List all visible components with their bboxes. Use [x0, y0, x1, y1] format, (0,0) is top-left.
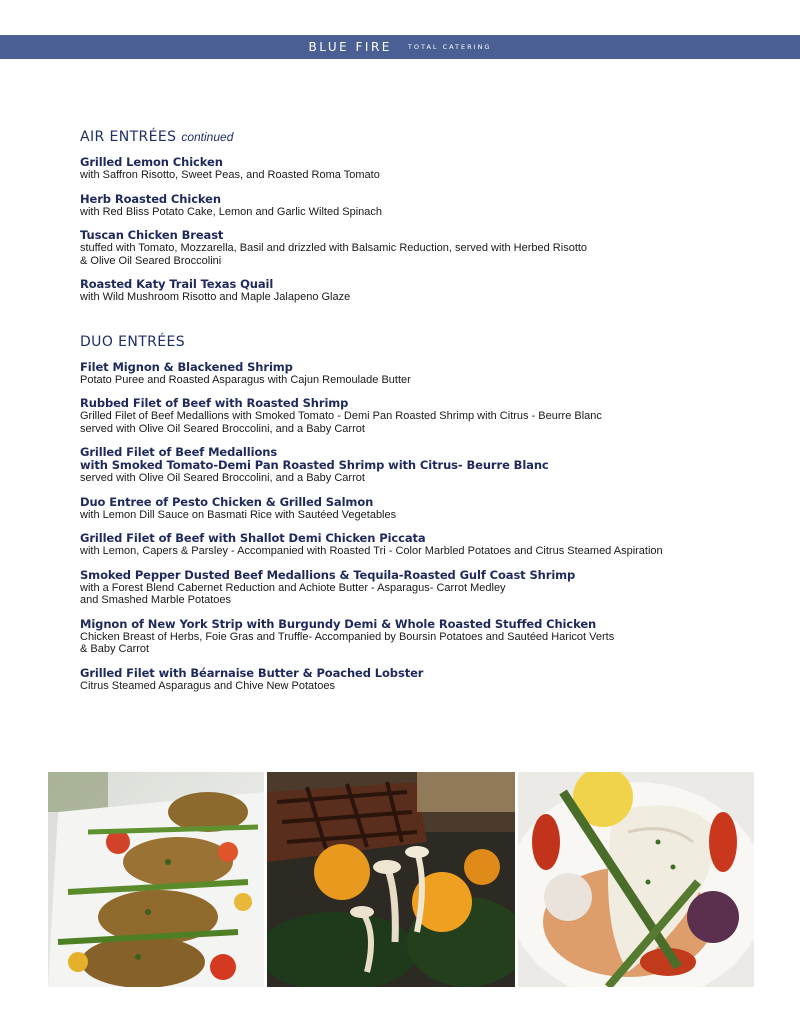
menu-item-name: Mignon of New York Strip with Burgundy Demi & Whole Roasted Stuffed Chicken	[80, 616, 597, 631]
menu-item-description: Citrus Steamed Asparagus and Chive New Potatoes	[80, 679, 335, 692]
menu-item-name: Herb Roasted Chicken	[80, 191, 221, 206]
menu-item-name: Grilled Filet with Béarnaise Butter & Poached Lobster	[80, 665, 424, 680]
menu-item-description: with Wild Mushroom Risotto and Maple Jalapeno Glaze	[80, 291, 351, 303]
duo-entrees-list	[80, 361, 760, 693]
grilled-steak-mushrooms-photo	[267, 772, 515, 987]
menu-item-name: Roasted Katy Trail Texas Quail	[80, 277, 274, 291]
section-title-air-entrees	[80, 129, 760, 145]
brand-name: BLUE FIRE	[308, 40, 392, 54]
menu-item-name: Grilled Filet of Beef Medallions	[80, 445, 278, 459]
menu-item-description: with Lemon, Capers & Parsley - Accompanied with Roasted Tri - Color Marbled Potatoes and Citrus Steamed Aspiration	[80, 545, 663, 557]
menu-item	[80, 496, 760, 522]
menu-item-name-continued: with Smoked Tomato-Demi Pan Roasted Shrimp with Citrus- Beurre Blanc	[80, 458, 549, 472]
menu-item	[80, 446, 760, 485]
air-entrees-list	[80, 156, 760, 304]
section-title-suffix: continued	[181, 130, 234, 144]
menu-item-name: Filet Mignon & Blackened Shrimp	[80, 359, 293, 374]
menu-item-description: Chicken Breast of Herbs, Foie Gras and Truffle- Accompanied by Boursin Potatoes and Sautéed Haricot Verts	[80, 630, 615, 643]
menu-item-name: Smoked Pepper Dusted Beef Medallions & Tequila-Roasted Gulf Coast Shrimp	[80, 567, 576, 582]
photo-strip	[48, 772, 754, 987]
menu-item-description: Potato Puree and Roasted Asparagus with Cajun Remoulade Butter	[80, 373, 411, 386]
herb-chicken-vegetables-photo	[48, 772, 264, 987]
menu-item-name: Duo Entree of Pesto Chicken & Grilled Salmon	[80, 494, 374, 509]
menu-item-name: Tuscan Chicken Breast	[80, 228, 224, 242]
menu-item-description: with Red Bliss Potato Cake, Lemon and Garlic Wilted Spinach	[80, 205, 383, 218]
menu-item	[80, 569, 760, 607]
fish-asparagus-potatoes-photo	[518, 772, 754, 987]
menu-item	[80, 397, 760, 435]
menu-item	[80, 193, 760, 219]
menu-item-description: with Saffron Risotto, Sweet Peas, and Roasted Roma Tomato	[80, 169, 380, 181]
menu-item-description: served with Olive Oil Seared Broccolini, and a Baby Carrot	[80, 472, 365, 484]
menu-item-description: Grilled Filet of Beef Medallions with Smoked Tomato - Demi Pan Roasted Shrimp with Citrus - Beurre Blanc	[80, 410, 602, 422]
menu-item-name: Grilled Lemon Chicken	[80, 155, 223, 169]
menu-item-name: Grilled Filet of Beef with Shallot Demi Chicken Piccata	[80, 531, 426, 545]
section-title-text: AIR ENTRÉES	[80, 129, 177, 145]
menu-item	[80, 532, 760, 558]
menu-item	[80, 618, 760, 656]
header-bar	[0, 35, 800, 59]
menu-item	[80, 156, 760, 182]
menu-item-description: & Baby Carrot	[80, 643, 150, 655]
menu-item	[80, 229, 760, 267]
menu-item-description: with a Forest Blend Cabernet Reduction and Achiote Butter - Asparagus- Carrot Medley	[80, 581, 506, 594]
menu-item-description: stuffed with Tomato, Mozzarella, Basil and drizzled with Balsamic Reduction, served with Herbed Risotto	[80, 242, 588, 254]
menu-item	[80, 278, 760, 304]
section-title-duo-entrees: DUO ENTRÉES	[80, 333, 186, 350]
menu-content	[80, 129, 760, 703]
brand-tagline: TOTAL CATERING	[407, 43, 492, 51]
menu-item-description: with Lemon Dill Sauce on Basmati Rice with Sautéed Vegetables	[80, 508, 397, 521]
menu-item-description: and Smashed Marble Potatoes	[80, 594, 232, 606]
menu-item-description: & Olive Oil Seared Broccolini	[80, 254, 222, 267]
menu-item-name: Rubbed Filet of Beef with Roasted Shrimp	[80, 396, 349, 410]
menu-item-description: served with Olive Oil Seared Broccolini, and a Baby Carrot	[80, 422, 365, 435]
menu-item	[80, 667, 760, 693]
menu-item	[80, 361, 760, 387]
